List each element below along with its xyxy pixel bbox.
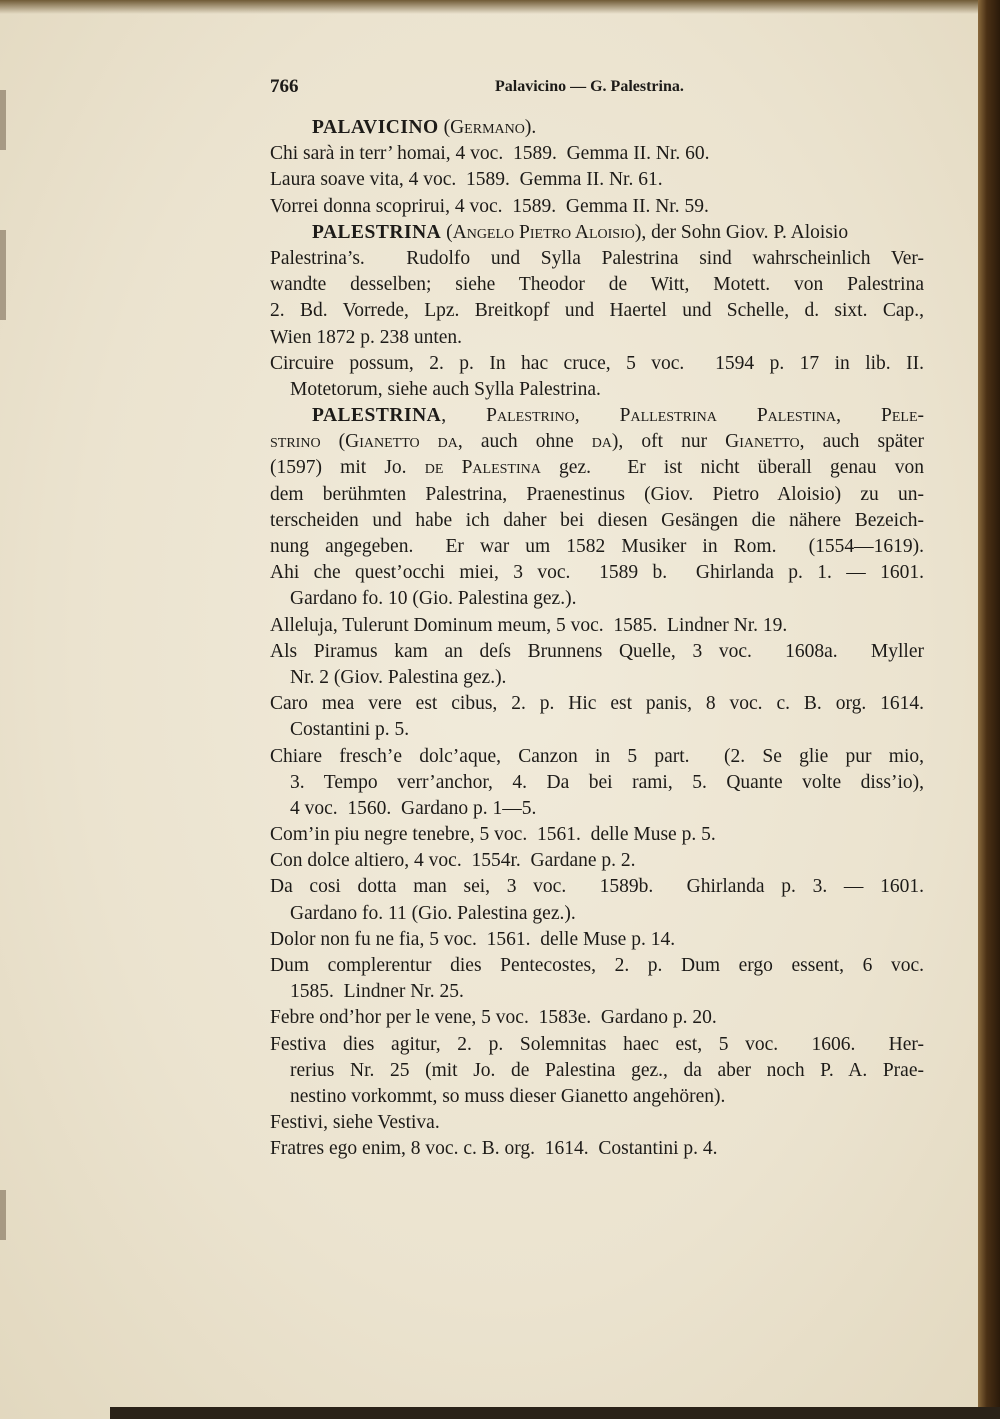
small-caps-text: Gianetto da — [345, 431, 458, 453]
text-segment: Con dolce altiero, 4 voc. 1554r. Gardane p. 2. — [270, 850, 636, 872]
small-caps-text: strino — [270, 431, 321, 453]
text-line — [270, 822, 924, 848]
text-segment: 4 voc. 1560. Gardano p. 1—5. — [290, 797, 537, 819]
text-segment: Festivi, siehe Vestiva. — [270, 1112, 440, 1134]
small-caps-text: Gianetto — [725, 431, 800, 453]
text-segment: ), oft nur — [611, 431, 726, 453]
text-segment: 1585. Lindner Nr. 25. — [290, 981, 464, 1003]
page-number: 766 — [270, 76, 299, 97]
text-segment: gez. Er ist nicht überall genau von — [540, 457, 924, 479]
text-segment: nung angegeben. Er war um 1582 Musiker in Rom. (1554—1619). — [270, 536, 924, 557]
text-segment: Febre ond’hor per le vene, 5 voc. 1583e. Gardano p. 20. — [270, 1007, 717, 1029]
text-line — [270, 194, 924, 220]
small-caps-text: Germano — [450, 117, 525, 138]
margin-mark — [0, 230, 6, 320]
small-caps-text: Pele- — [881, 405, 925, 427]
text-segment: wandte desselben; siehe Theodor de Witt, Motett. von Palestrina — [270, 274, 924, 296]
text-line — [270, 796, 924, 822]
text-segment: 3. Tempo verr’anchor, 4. Da bei rami, 5. Quante volte diss’io), — [290, 771, 924, 793]
top-edge-shadow — [0, 0, 1000, 14]
text-line — [270, 298, 924, 324]
text-segment: ( — [441, 221, 453, 243]
text-segment: 2. Bd. Vorrede, Lpz. Breitkopf und Haertel und Schelle, d. sixt. Cap., — [270, 300, 924, 322]
text-line — [270, 613, 924, 639]
text-segment: Gardano fo. 11 (Gio. Palestina gez.). — [290, 902, 576, 924]
text-line — [270, 874, 924, 900]
text-line — [270, 1058, 924, 1084]
text-line — [270, 141, 924, 167]
text-segment: Palestrina’s. Rudolfo und Sylla Palestrina sind wahrscheinlich Ver- — [270, 247, 924, 269]
text-line — [270, 953, 924, 979]
text-segment: , auch später — [799, 431, 924, 453]
text-line — [270, 115, 924, 141]
text-segment: Dum complerentur dies Pentecostes, 2. p. Dum ergo essent, 6 voc. — [270, 955, 924, 976]
text-line — [270, 429, 924, 455]
text-segment: Dolor non fu ne fia, 5 voc. 1561. delle Muse p. 14. — [270, 928, 676, 950]
text-segment: Als Piramus kam an deſs Brunnens Quelle, 3 voc. 1608a. Myller — [270, 640, 924, 662]
small-caps-text: Palestrino — [486, 405, 575, 427]
running-title: Palavicino — G. Palestrina. — [495, 78, 684, 95]
text-segment: Motetorum, siehe auch Sylla Palestrina. — [290, 378, 601, 400]
text-segment: Alleluja, Tulerunt Dominum meum, 5 voc. 1585. Lindner Nr. 19. — [270, 614, 788, 636]
text-line — [270, 979, 924, 1005]
text-line — [270, 901, 924, 927]
text-segment: nestino vorkommt, so muss dieser Gianetto angehören). — [290, 1085, 726, 1107]
text-line — [270, 1110, 924, 1136]
text-segment: Laura soave vita, 4 voc. 1589. Gemma II. Nr. 61. — [270, 169, 663, 191]
small-caps-text: Pallestrina Palestina — [619, 405, 837, 427]
text-line — [270, 1032, 924, 1058]
text-line — [270, 482, 924, 508]
entry-heading: PALESTRINA — [312, 221, 442, 243]
text-line — [270, 639, 924, 665]
text-segment: , auch ohne — [457, 431, 592, 453]
text-line — [270, 377, 924, 403]
text-line — [270, 560, 924, 586]
bottom-edge — [110, 1407, 1000, 1419]
text-line — [270, 351, 924, 377]
margin-mark — [0, 1190, 6, 1240]
catalog-text — [270, 115, 924, 1163]
text-segment: Chiare fresch’e dolc’aque, Canzon in 5 part. (2. Se glie pur mio, — [270, 745, 924, 767]
text-segment: Festiva dies agitur, 2. p. Solemnitas haec est, 5 voc. 1606. Her- — [270, 1033, 924, 1055]
text-segment: rerius Nr. 25 (mit Jo. de Palestina gez., da aber noch P. A. Prae- — [290, 1059, 924, 1081]
text-segment: Fratres ego enim, 8 voc. c. B. org. 1614. Costantini p. 4. — [270, 1138, 718, 1160]
small-caps-text: da — [591, 431, 612, 453]
text-segment: ( — [320, 431, 346, 453]
text-segment: Com’in piu negre tenebre, 5 voc. 1561. delle Muse p. 5. — [270, 824, 716, 846]
small-caps-text: Angelo Pietro Aloisio — [452, 221, 635, 243]
text-segment: Gardano fo. 10 (Gio. Palestina gez.). — [290, 588, 577, 610]
text-segment: ), der Sohn Giov. P. Aloisio — [634, 221, 849, 243]
entry-heading: PALAVICINO — [312, 117, 439, 138]
text-line — [270, 246, 924, 272]
text-line — [270, 455, 924, 481]
text-segment: Nr. 2 (Giov. Palestina gez.). — [290, 666, 507, 688]
text-segment: (1597) mit Jo. — [270, 457, 425, 479]
text-line — [270, 770, 924, 796]
text-segment: Vorrei donna scoprirui, 4 voc. 1589. Gemma II. Nr. 59. — [270, 195, 709, 217]
text-line — [270, 508, 924, 534]
text-segment: , — [574, 405, 620, 427]
text-line — [270, 272, 924, 298]
text-segment: Da cosi dotta man sei, 3 voc. 1589b. Ghirlanda p. 3. — 1601. — [270, 876, 924, 898]
text-segment: Costantini p. 5. — [290, 719, 410, 741]
text-line — [270, 534, 924, 560]
text-segment: ). — [524, 117, 537, 138]
margin-mark — [0, 90, 6, 150]
text-segment: Chi sarà in terr’ homai, 4 voc. 1589. Gemma II. Nr. 60. — [270, 143, 710, 165]
entry-heading: PALESTRINA — [312, 405, 442, 427]
text-segment: , — [836, 405, 882, 427]
text-line — [270, 1005, 924, 1031]
text-segment: ( — [438, 117, 451, 138]
text-segment: dem berühmten Palestrina, Praenestinus (Giov. Pietro Aloisio) zu un- — [270, 483, 924, 505]
text-line — [270, 403, 924, 429]
text-segment: Caro mea vere est cibus, 2. p. Hic est panis, 8 voc. c. B. org. 1614. — [270, 693, 924, 715]
text-line — [270, 167, 924, 193]
small-caps-text: de Palestina — [424, 457, 541, 479]
text-line — [270, 325, 924, 351]
running-head — [270, 76, 930, 100]
text-segment: , — [441, 405, 487, 427]
text-segment: terscheiden und habe ich daher bei diesen Gesängen die nähere Bezeich- — [270, 509, 924, 531]
text-line — [270, 1136, 924, 1162]
text-line — [270, 848, 924, 874]
book-edge — [978, 0, 1000, 1419]
text-segment: Circuire possum, 2. p. In hac cruce, 5 voc. 1594 p. 17 in lib. II. — [270, 352, 924, 374]
text-line — [270, 1084, 924, 1110]
text-line — [270, 927, 924, 953]
text-line — [270, 744, 924, 770]
text-line — [270, 691, 924, 717]
text-line — [270, 717, 924, 743]
text-segment: Wien 1872 p. 238 unten. — [270, 326, 463, 348]
text-line — [270, 220, 924, 246]
text-line — [270, 665, 924, 691]
text-segment: Ahi che quest’occhi miei, 3 voc. 1589 b. Ghirlanda p. 1. — 1601. — [270, 562, 924, 584]
text-line — [270, 586, 924, 612]
